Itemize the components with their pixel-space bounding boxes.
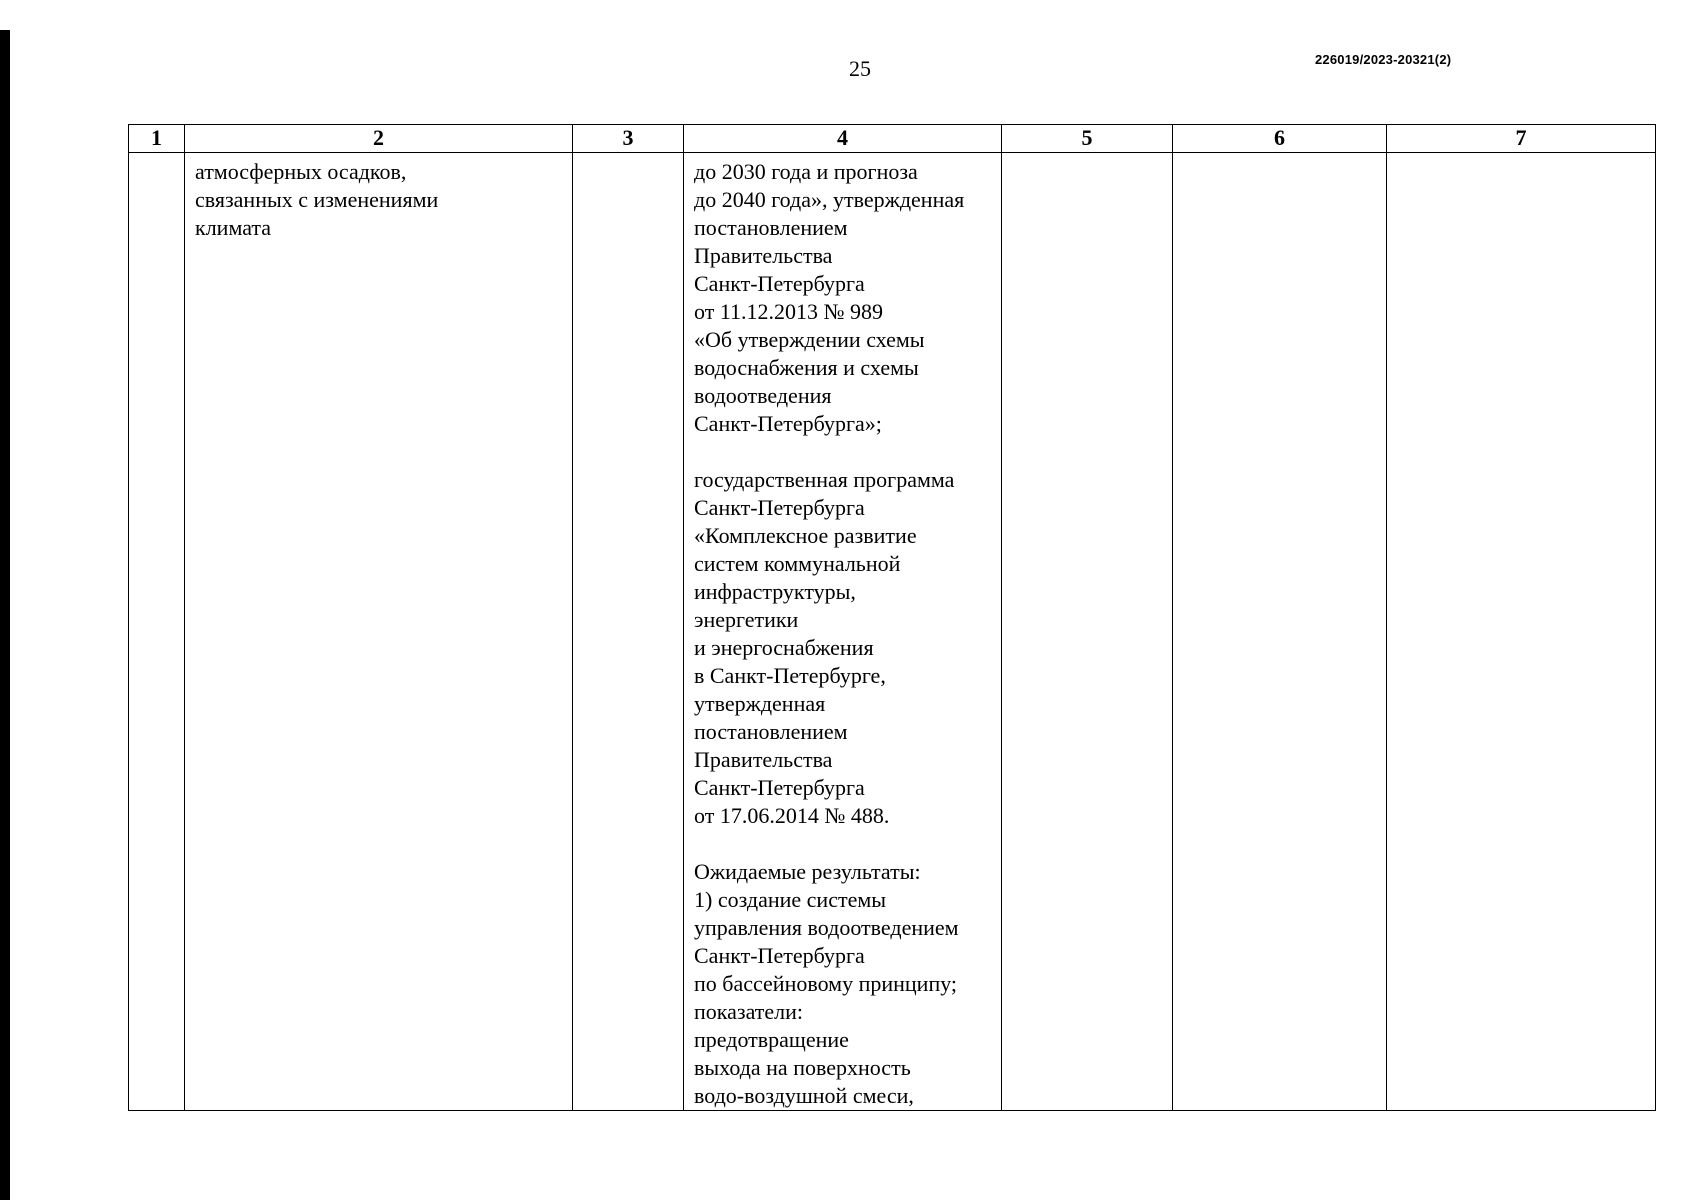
scan-edge xyxy=(0,30,10,1200)
cell-text: до 2030 года и прогноза до 2040 года», утвержденная постановлением Правительства Санкт-Петербурга от 11.12.2013 № 989 «Об утверждении схемы водоснабжения и схемы водоотведения Санкт-Петербурга»; государственная программа Санкт-Петербурга «Комплексное развитие систем коммунальной инфраструктуры, энергетики и энергоснабжения в Санкт-Петербурге, утвержденная постановлением Правительства Санкт-Петербурга от 17.06.2014 № 488. Ожидаемые результаты: 1) создание системы управления водоотведением Санкт-Петербурга по бассейновому принципу; показатели: предотвращение выхода на поверхность водо-воздушной смеси, xyxy=(694,159,965,1108)
table-cell xyxy=(684,153,1002,1111)
table-cell xyxy=(573,153,684,1111)
table-cell xyxy=(1002,153,1173,1111)
column-header: 5 xyxy=(1002,125,1173,153)
cell-text xyxy=(1387,153,1655,158)
page-number: 25 xyxy=(849,56,871,81)
column-header: 1 xyxy=(129,125,185,153)
cell-text: атмосферных осадков, связанных с изменениями климата xyxy=(195,159,439,240)
cell-text xyxy=(129,153,184,158)
table-row xyxy=(129,153,1656,1111)
table-cell xyxy=(1173,153,1387,1111)
cell-text xyxy=(1002,153,1172,158)
cell-text xyxy=(573,153,683,158)
column-header: 6 xyxy=(1173,125,1387,153)
table-cell xyxy=(185,153,573,1111)
column-header: 7 xyxy=(1387,125,1656,153)
table-header-row xyxy=(129,125,1656,153)
column-header: 2 xyxy=(185,125,573,153)
document-table xyxy=(128,124,1656,1111)
table-cell xyxy=(129,153,185,1111)
column-header: 3 xyxy=(573,125,684,153)
document-id: 226019/2023-20321(2) xyxy=(1315,52,1452,67)
cell-text xyxy=(1173,153,1386,158)
table-cell xyxy=(1387,153,1656,1111)
column-header: 4 xyxy=(684,125,1002,153)
